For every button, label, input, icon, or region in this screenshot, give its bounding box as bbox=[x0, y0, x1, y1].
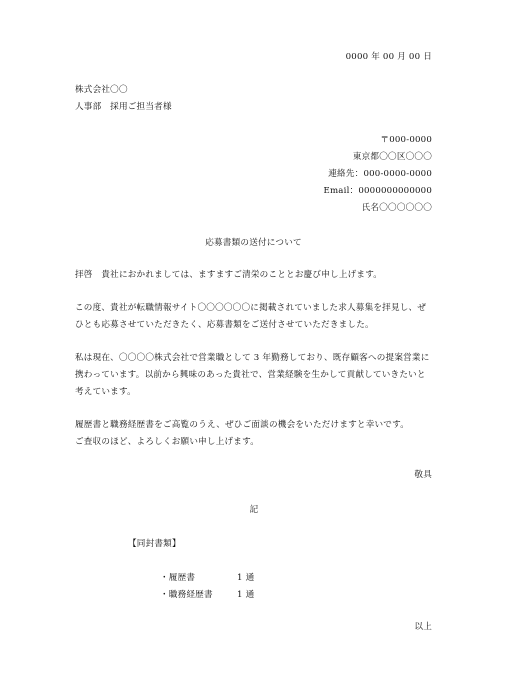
enclosure-item-name: ・履歴書 bbox=[160, 573, 196, 583]
body-greeting: 拝啓 貴社におかれましては、ますますご清栄のこととお慶び申し上げます。 bbox=[75, 270, 383, 280]
body-paragraph-2-line-3: 考えています。 bbox=[75, 387, 136, 397]
sender-email: Email：0000000000000 bbox=[323, 186, 432, 196]
ki-marker: 記 bbox=[249, 505, 259, 515]
closing-ijou: 以上 bbox=[414, 622, 432, 632]
closing-keigu: 敬具 bbox=[414, 470, 432, 480]
sender-phone: 連絡先：000-0000-0000 bbox=[328, 169, 432, 179]
letter-date: 0000 年 00 月 00 日 bbox=[345, 52, 432, 62]
sender-postal: 〒000-0000 bbox=[380, 135, 432, 145]
recipient-company: 株式会社〇〇 bbox=[75, 85, 128, 95]
body-paragraph-3-line-2: ご査収のほど、よろしくお願い申し上げます。 bbox=[75, 437, 259, 447]
body-paragraph-1-line-2: ひとも応募させていただきたく、応募書類をご送付させていただきました。 bbox=[75, 320, 374, 330]
enclosure-item-qty: 1 通 bbox=[237, 590, 255, 600]
sender-name: 氏名〇〇〇〇〇〇 bbox=[361, 203, 432, 213]
body-paragraph-2-line-2: 携わっています。以前から興味のあった貴社で、営業経験を生かして貢献していきたいと bbox=[75, 370, 426, 380]
enclosures-heading: 【同封書類】 bbox=[128, 539, 181, 549]
enclosure-item-qty: 1 通 bbox=[237, 573, 255, 583]
body-paragraph-1-line-1: この度、貴社が転職情報サイト〇〇〇〇〇〇に掲載されていました求人募集を拝見し、ぜ bbox=[75, 303, 427, 313]
body-paragraph-3-line-1: 履歴書と職務経歴書をご高覧のうえ、ぜひご面談の機会をいただけますと幸いです。 bbox=[75, 420, 409, 430]
body-paragraph-2-line-1: 私は現在、〇〇〇〇株式会社で営業職として 3 年勤務しており、既存顧客への提案営業に bbox=[75, 353, 430, 363]
enclosure-item-name: ・職務経歴書 bbox=[160, 590, 213, 600]
recipient-department: 人事部 採用ご担当者様 bbox=[75, 102, 172, 112]
letter-subject: 応募書類の送付について bbox=[205, 238, 302, 248]
sender-address: 東京都〇〇区〇〇〇 bbox=[352, 152, 432, 162]
